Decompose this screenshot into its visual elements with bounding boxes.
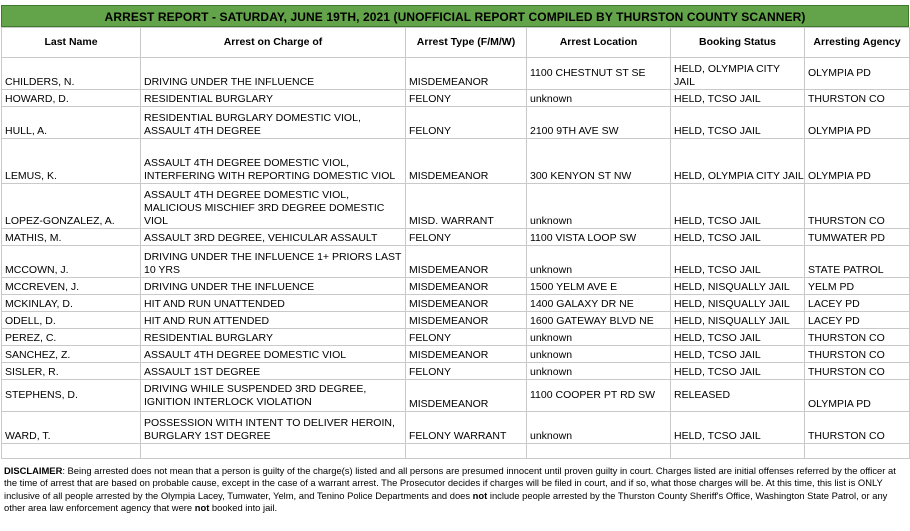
report-title: ARREST REPORT - SATURDAY, JUNE 19TH, 2021 (UNOFFICIAL REPORT COMPILED BY THURSTON COUNTY SCANNER): [1, 5, 909, 27]
cell-charge: DRIVING UNDER THE INFLUENCE: [141, 278, 406, 295]
disclaimer-text-3: booked into jail.: [209, 501, 278, 513]
cell-last-name: HULL, A.: [2, 107, 141, 139]
cell-location: unknown: [527, 346, 671, 363]
cell-location: unknown: [527, 246, 671, 278]
cell-booking-status: HELD, TCSO JAIL: [671, 107, 805, 139]
cell-arrest-type: FELONY: [406, 329, 527, 346]
table-row: [2, 363, 910, 380]
cell-last-name: LOPEZ-GONZALEZ, A.: [2, 184, 141, 229]
cell-last-name: ODELL, D.: [2, 312, 141, 329]
col-header-agency: Arresting Agency: [805, 28, 910, 58]
cell-arrest-type: MISDEMEANOR: [406, 246, 527, 278]
cell-arrest-type: MISDEMEANOR: [406, 380, 527, 412]
cell-last-name: SANCHEZ, Z.: [2, 346, 141, 363]
table-row: [2, 278, 910, 295]
col-header-arrest-type: Arrest Type (F/M/W): [406, 28, 527, 58]
cell-agency: THURSTON CO: [805, 90, 910, 107]
cell-location: 1100 COOPER PT RD SW: [527, 380, 671, 412]
cell-agency: THURSTON CO: [805, 346, 910, 363]
cell-last-name: MCCOWN, J.: [2, 246, 141, 278]
cell-booking-status: HELD, TCSO JAIL: [671, 363, 805, 380]
cell-last-name: MCKINLAY, D.: [2, 295, 141, 312]
cell-booking-status: HELD, TCSO JAIL: [671, 184, 805, 229]
cell-last-name: WARD, T.: [2, 412, 141, 444]
cell-agency: THURSTON CO: [805, 329, 910, 346]
cell-agency: THURSTON CO: [805, 184, 910, 229]
cell-agency: LACEY PD: [805, 295, 910, 312]
cell-location: 1100 CHESTNUT ST SE: [527, 58, 671, 90]
col-header-last-name: Last Name: [2, 28, 141, 58]
cell-arrest-type: MISDEMEANOR: [406, 312, 527, 329]
cell-last-name: PEREZ, C.: [2, 329, 141, 346]
cell-booking-status: HELD, TCSO JAIL: [671, 329, 805, 346]
cell-arrest-type: FELONY: [406, 229, 527, 246]
table-row: [2, 139, 910, 184]
disclaimer-emphasis-not-1: not: [472, 489, 488, 501]
cell-charge: HIT AND RUN ATTENDED: [141, 312, 406, 329]
cell-charge: RESIDENTIAL BURGLARY: [141, 329, 406, 346]
cell-charge: POSSESSION WITH INTENT TO DELIVER HEROIN, BURGLARY 1ST DEGREE: [141, 412, 406, 444]
cell-location: unknown: [527, 412, 671, 444]
cell-booking-status: HELD, OLYMPIA CITY JAIL: [671, 139, 805, 184]
cell-last-name: HOWARD, D.: [2, 90, 141, 107]
table-row: [2, 229, 910, 246]
table-row: [2, 380, 910, 412]
cell-booking-status: HELD, TCSO JAIL: [671, 90, 805, 107]
disclaimer-label: DISCLAIMER: [4, 465, 63, 476]
cell-booking-status: HELD, TCSO JAIL: [671, 229, 805, 246]
cell-booking-status: HELD, NISQUALLY JAIL: [671, 312, 805, 329]
cell-charge: ASSAULT 3RD DEGREE, VEHICULAR ASSAULT: [141, 229, 406, 246]
cell-arrest-type: FELONY WARRANT: [406, 412, 527, 444]
cell-charge: RESIDENTIAL BURGLARY: [141, 90, 406, 107]
cell-arrest-type: MISDEMEANOR: [406, 58, 527, 90]
cell-agency: OLYMPIA PD: [805, 380, 910, 412]
cell-location: 1100 VISTA LOOP SW: [527, 229, 671, 246]
cell-agency: LACEY PD: [805, 312, 910, 329]
cell-charge: DRIVING UNDER THE INFLUENCE 1+ PRIORS LAST 10 YRS: [141, 246, 406, 278]
cell-last-name: SISLER, R.: [2, 363, 141, 380]
table-row: [2, 90, 910, 107]
cell-agency: TUMWATER PD: [805, 229, 910, 246]
cell-charge: ASSAULT 4TH DEGREE DOMESTIC VIOL, INTERFERING WITH REPORTING DOMESTIC VIOL: [141, 139, 406, 184]
cell-location: unknown: [527, 329, 671, 346]
arrest-report-sheet: [1, 5, 909, 514]
cell-arrest-type: MISDEMEANOR: [406, 139, 527, 184]
cell-agency: OLYMPIA PD: [805, 107, 910, 139]
cell-agency: OLYMPIA PD: [805, 58, 910, 90]
cell-location: 300 KENYON ST NW: [527, 139, 671, 184]
table-row: [2, 246, 910, 278]
cell-charge: HIT AND RUN UNATTENDED: [141, 295, 406, 312]
cell-agency: THURSTON CO: [805, 412, 910, 444]
disclaimer-emphasis-not-2: not: [194, 501, 210, 513]
disclaimer: [1, 459, 907, 514]
table-row: [2, 346, 910, 363]
cell-last-name: CHILDERS, N.: [2, 58, 141, 90]
cell-agency: YELM PD: [805, 278, 910, 295]
cell-charge: ASSAULT 1ST DEGREE: [141, 363, 406, 380]
disclaimer-text-2: include people arrested by the Thurston County Sheriff's Office, Washington State Patrol, or any other area law enforcement agency that were: [4, 489, 888, 513]
cell-last-name: MATHIS, M.: [2, 229, 141, 246]
cell-booking-status: HELD, TCSO JAIL: [671, 412, 805, 444]
cell-charge: RESIDENTIAL BURGLARY DOMESTIC VIOL, ASSAULT 4TH DEGREE: [141, 107, 406, 139]
cell-location: unknown: [527, 363, 671, 380]
cell-arrest-type: MISDEMEANOR: [406, 295, 527, 312]
cell-booking-status: HELD, NISQUALLY JAIL: [671, 295, 805, 312]
table-row: [2, 412, 910, 444]
col-header-location: Arrest Location: [527, 28, 671, 58]
table-row: [2, 58, 910, 90]
cell-booking-status: HELD, NISQUALLY JAIL: [671, 278, 805, 295]
cell-agency: OLYMPIA PD: [805, 139, 910, 184]
cell-location: 2100 9TH AVE SW: [527, 107, 671, 139]
cell-location: 1600 GATEWAY BLVD NE: [527, 312, 671, 329]
table-row: [2, 107, 910, 139]
cell-arrest-type: FELONY: [406, 107, 527, 139]
cell-arrest-type: MISDEMEANOR: [406, 346, 527, 363]
header-row: [2, 28, 910, 58]
cell-booking-status: HELD, OLYMPIA CITY JAIL: [671, 58, 805, 90]
cell-agency: THURSTON CO: [805, 363, 910, 380]
cell-arrest-type: MISDEMEANOR: [406, 278, 527, 295]
cell-booking-status: HELD, TCSO JAIL: [671, 246, 805, 278]
cell-charge: DRIVING UNDER THE INFLUENCE: [141, 58, 406, 90]
empty-row: [2, 444, 910, 459]
cell-charge: ASSAULT 4TH DEGREE DOMESTIC VIOL, MALICIOUS MISCHIEF 3RD DEGREE DOMESTIC VIOL: [141, 184, 406, 229]
cell-arrest-type: MISD. WARRANT: [406, 184, 527, 229]
arrest-table: [1, 27, 910, 459]
cell-location: 1400 GALAXY DR NE: [527, 295, 671, 312]
cell-booking-status: RELEASED: [671, 380, 805, 412]
cell-location: unknown: [527, 90, 671, 107]
col-header-charge: Arrest on Charge of: [141, 28, 406, 58]
cell-last-name: MCCREVEN, J.: [2, 278, 141, 295]
cell-location: 1500 YELM AVE E: [527, 278, 671, 295]
cell-charge: ASSAULT 4TH DEGREE DOMESTIC VIOL: [141, 346, 406, 363]
col-header-booking-status: Booking Status: [671, 28, 805, 58]
cell-charge: DRIVING WHILE SUSPENDED 3RD DEGREE, IGNITION INTERLOCK VIOLATION: [141, 380, 406, 412]
cell-last-name: STEPHENS, D.: [2, 380, 141, 412]
table-row: [2, 184, 910, 229]
table-row: [2, 312, 910, 329]
cell-arrest-type: FELONY: [406, 90, 527, 107]
cell-arrest-type: FELONY: [406, 363, 527, 380]
cell-location: unknown: [527, 184, 671, 229]
cell-agency: STATE PATROL: [805, 246, 910, 278]
cell-booking-status: HELD, TCSO JAIL: [671, 346, 805, 363]
table-row: [2, 295, 910, 312]
disclaimer-text-1: : Being arrested does not mean that a person is guilty of the charge(s) listed and all persons are presumed innocent until proven guilty in court. Charges listed are initial offenses referred by the officer at the time of arrest that are based on probable cause, except in the case of a warrant arrest. The Prosecutor decides if charges will be filed in court, and if so, what those charges will be. At this time, this list is ONLY inclusive of all people arrested by the Olympia Lacey, Tumwater, Yelm, and Tenino Police Departments and does: [4, 465, 896, 501]
cell-last-name: LEMUS, K.: [2, 139, 141, 184]
table-row: [2, 329, 910, 346]
